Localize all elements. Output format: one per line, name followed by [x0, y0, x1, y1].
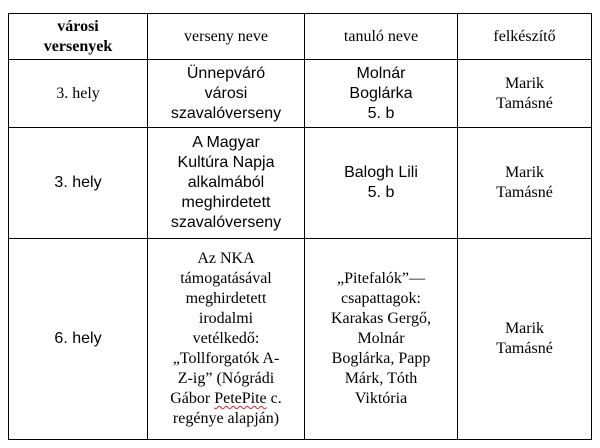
table-row [9, 60, 592, 128]
competition-cell [148, 239, 305, 440]
table-row [9, 128, 592, 239]
header-competition-name: verseny neve [148, 14, 305, 60]
student-cell: Molnár Boglárka 5. b [305, 60, 458, 128]
teacher-cell: Marik Tamásné [458, 239, 592, 440]
teacher-cell: Marik Tamásné [458, 60, 592, 128]
header-teacher: felkészítő [458, 14, 592, 60]
spellcheck-flagged-word: PetePite [214, 390, 267, 407]
place-cell: 3. hely [9, 128, 148, 239]
student-cell: „Pitefalók”— csapattagok: Karakas Gergő, Molnár Boglárka, Papp Márk, Tóth Viktória [305, 239, 458, 440]
table-header-row [9, 14, 592, 60]
place-cell: 6. hely [9, 239, 148, 440]
place-cell: 3. hely [9, 60, 148, 128]
header-student-name: tanuló neve [305, 14, 458, 60]
competition-results-table [8, 13, 592, 440]
table-row [9, 239, 592, 440]
teacher-cell: Marik Tamásné [458, 128, 592, 239]
competition-text-start: Az NKA támogatásával meghirdetett irodalmi vetélkedő: „Tollforgatók A- Z-ig” (Nógrádi Gábor [170, 250, 280, 407]
student-cell: Balogh Lili 5. b [305, 128, 458, 239]
competition-cell: A Magyar Kultúra Napja alkalmából meghirdetett szavalóverseny [148, 128, 305, 239]
header-city-competitions: városi versenyek [9, 14, 148, 60]
competition-text-end: c. regénye alapján) [172, 390, 282, 427]
competition-cell: Ünnepváró városi szavalóverseny [148, 60, 305, 128]
